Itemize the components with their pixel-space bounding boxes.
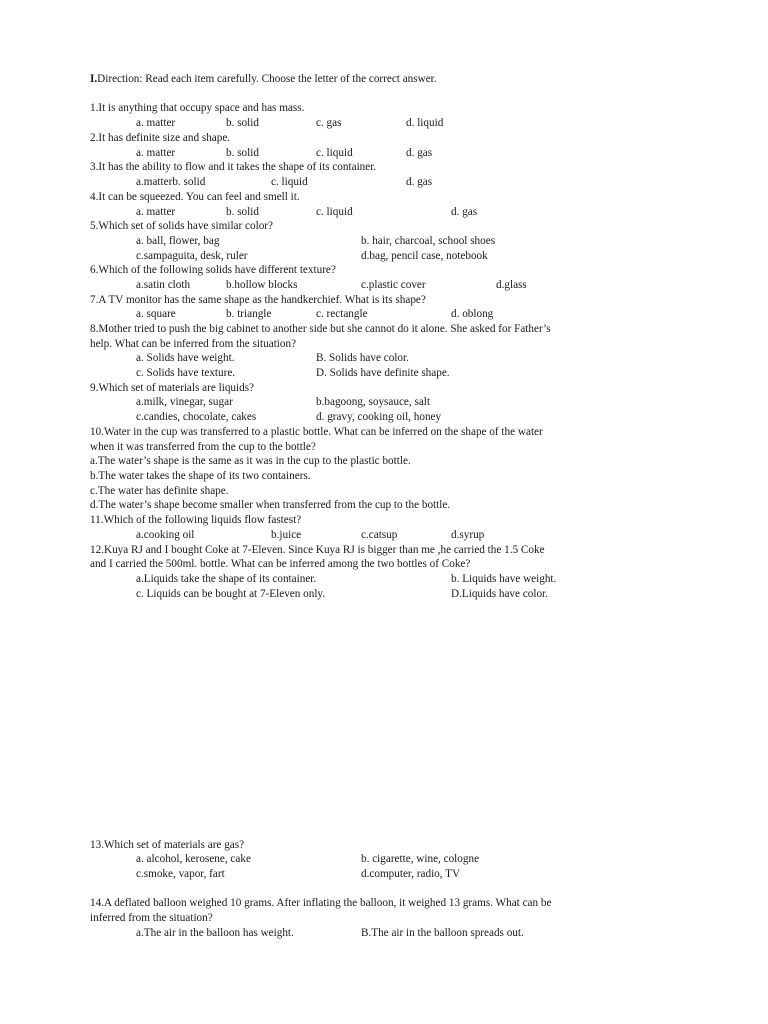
question-stem: 13.Which set of materials are gas? bbox=[90, 839, 245, 851]
question-stem: 1.It is anything that occupy space and has mass. bbox=[90, 102, 305, 114]
option: a.The air in the balloon has weight. bbox=[136, 927, 294, 939]
option: c.smoke, vapor, fart bbox=[136, 868, 225, 880]
question-stem: 8.Mother tried to push the big cabinet to another side but she cannot do it alone. She asked for Father’s bbox=[90, 323, 551, 335]
option: b.The water takes the shape of its two containers. bbox=[90, 470, 311, 482]
option: c. liquid bbox=[271, 176, 308, 188]
question-stem: 10.Water in the cup was transferred to a plastic bottle. What can be inferred on the shape of the water bbox=[90, 426, 543, 438]
section-number: I. bbox=[90, 73, 98, 85]
question-stem: 11.Which of the following liquids flow fastest? bbox=[90, 514, 302, 526]
question-stem-continued: inferred from the situation? bbox=[90, 912, 213, 924]
option: b.juice bbox=[271, 529, 302, 541]
option: B.The air in the balloon spreads out. bbox=[361, 927, 524, 939]
question-stem: 12.Kuya RJ and I bought Coke at 7-Eleven. Since Kuya RJ is bigger than me ,he carried the 1.5 Coke bbox=[90, 544, 545, 556]
option: b. solid bbox=[226, 117, 259, 129]
option: a. matter bbox=[136, 206, 176, 218]
option: c.plastic cover bbox=[361, 279, 426, 291]
question-stem-continued: help. What can be inferred from the situation? bbox=[90, 338, 297, 350]
option: a.matterb. solid bbox=[136, 176, 206, 188]
option: b. solid bbox=[226, 206, 259, 218]
option: a. alcohol, kerosene, cake bbox=[136, 853, 251, 865]
direction-line bbox=[90, 72, 437, 86]
question-stem: 3.It has the ability to flow and it takes the shape of its container. bbox=[90, 161, 377, 173]
option: c. rectangle bbox=[316, 308, 368, 320]
option: a. ball, flower, bag bbox=[136, 235, 220, 247]
option: a. matter bbox=[136, 147, 176, 159]
option: b. cigarette, wine, cologne bbox=[361, 853, 480, 865]
option: a. Solids have weight. bbox=[136, 352, 235, 364]
option: a. matter bbox=[136, 117, 176, 129]
option: a. square bbox=[136, 308, 176, 320]
question-stem: 2.It has definite size and shape. bbox=[90, 132, 231, 144]
question-stem: 5.Which set of solids have similar color? bbox=[90, 220, 273, 232]
option: c. Solids have texture. bbox=[136, 367, 236, 379]
option: c. liquid bbox=[316, 206, 353, 218]
direction-text: Direction: Read each item carefully. Choose the letter of the correct answer. bbox=[97, 73, 437, 85]
question-stem: 4.It can be squeezed. You can feel and smell it. bbox=[90, 191, 300, 203]
option: d.bag, pencil case, notebook bbox=[361, 250, 488, 262]
question-stem: 6.Which of the following solids have different texture? bbox=[90, 264, 336, 276]
question-stem: 14.A deflated balloon weighed 10 grams. After inflating the balloon, it weighed 13 grams. What can be bbox=[90, 897, 552, 909]
question-stem-continued: and I carried the 500ml. bottle. What can be inferred among the two bottles of Coke? bbox=[90, 558, 471, 570]
option: c.sampaguita, desk, ruler bbox=[136, 250, 248, 262]
option: c. gas bbox=[316, 117, 342, 129]
option: a.The water’s shape is the same as it was in the cup to the plastic bottle. bbox=[90, 455, 411, 467]
option: a.milk, vinegar, sugar bbox=[136, 396, 233, 408]
option: c. Liquids can be bought at 7-Eleven only. bbox=[136, 588, 326, 600]
option: d. liquid bbox=[406, 117, 444, 129]
option: d. gas bbox=[406, 176, 433, 188]
option: a.cooking oil bbox=[136, 529, 195, 541]
option: b. hair, charcoal, school shoes bbox=[361, 235, 496, 247]
option: d.syrup bbox=[451, 529, 485, 541]
option: a.Liquids take the shape of its container. bbox=[136, 573, 317, 585]
option: d.computer, radio, TV bbox=[361, 868, 461, 880]
option: b.hollow blocks bbox=[226, 279, 298, 291]
option: d. oblong bbox=[451, 308, 494, 320]
option: b. solid bbox=[226, 147, 259, 159]
option: b. Liquids have weight. bbox=[451, 573, 557, 585]
option: d. gravy, cooking oil, honey bbox=[316, 411, 442, 423]
option: b. triangle bbox=[226, 308, 272, 320]
option: c. liquid bbox=[316, 147, 353, 159]
question-stem: 7.A TV monitor has the same shape as the handkerchief. What is its shape? bbox=[90, 294, 426, 306]
question-stem: 9.Which set of materials are liquids? bbox=[90, 382, 255, 394]
option: c.catsup bbox=[361, 529, 398, 541]
option: c.The water has definite shape. bbox=[90, 485, 229, 497]
option: c.candies, chocolate, cakes bbox=[136, 411, 257, 423]
question-stem-continued: when it was transferred from the cup to the bottle? bbox=[90, 441, 316, 453]
option: D. Solids have definite shape. bbox=[316, 367, 450, 379]
option: d. gas bbox=[451, 206, 478, 218]
option: b.bagoong, soysauce, salt bbox=[316, 396, 431, 408]
option: a.satin cloth bbox=[136, 279, 191, 291]
option: B. Solids have color. bbox=[316, 352, 409, 364]
option: D.Liquids have color. bbox=[451, 588, 548, 600]
option: d.glass bbox=[496, 279, 527, 291]
option: d.The water’s shape become smaller when transferred from the cup to the bottle. bbox=[90, 499, 451, 511]
option: d. gas bbox=[406, 147, 433, 159]
